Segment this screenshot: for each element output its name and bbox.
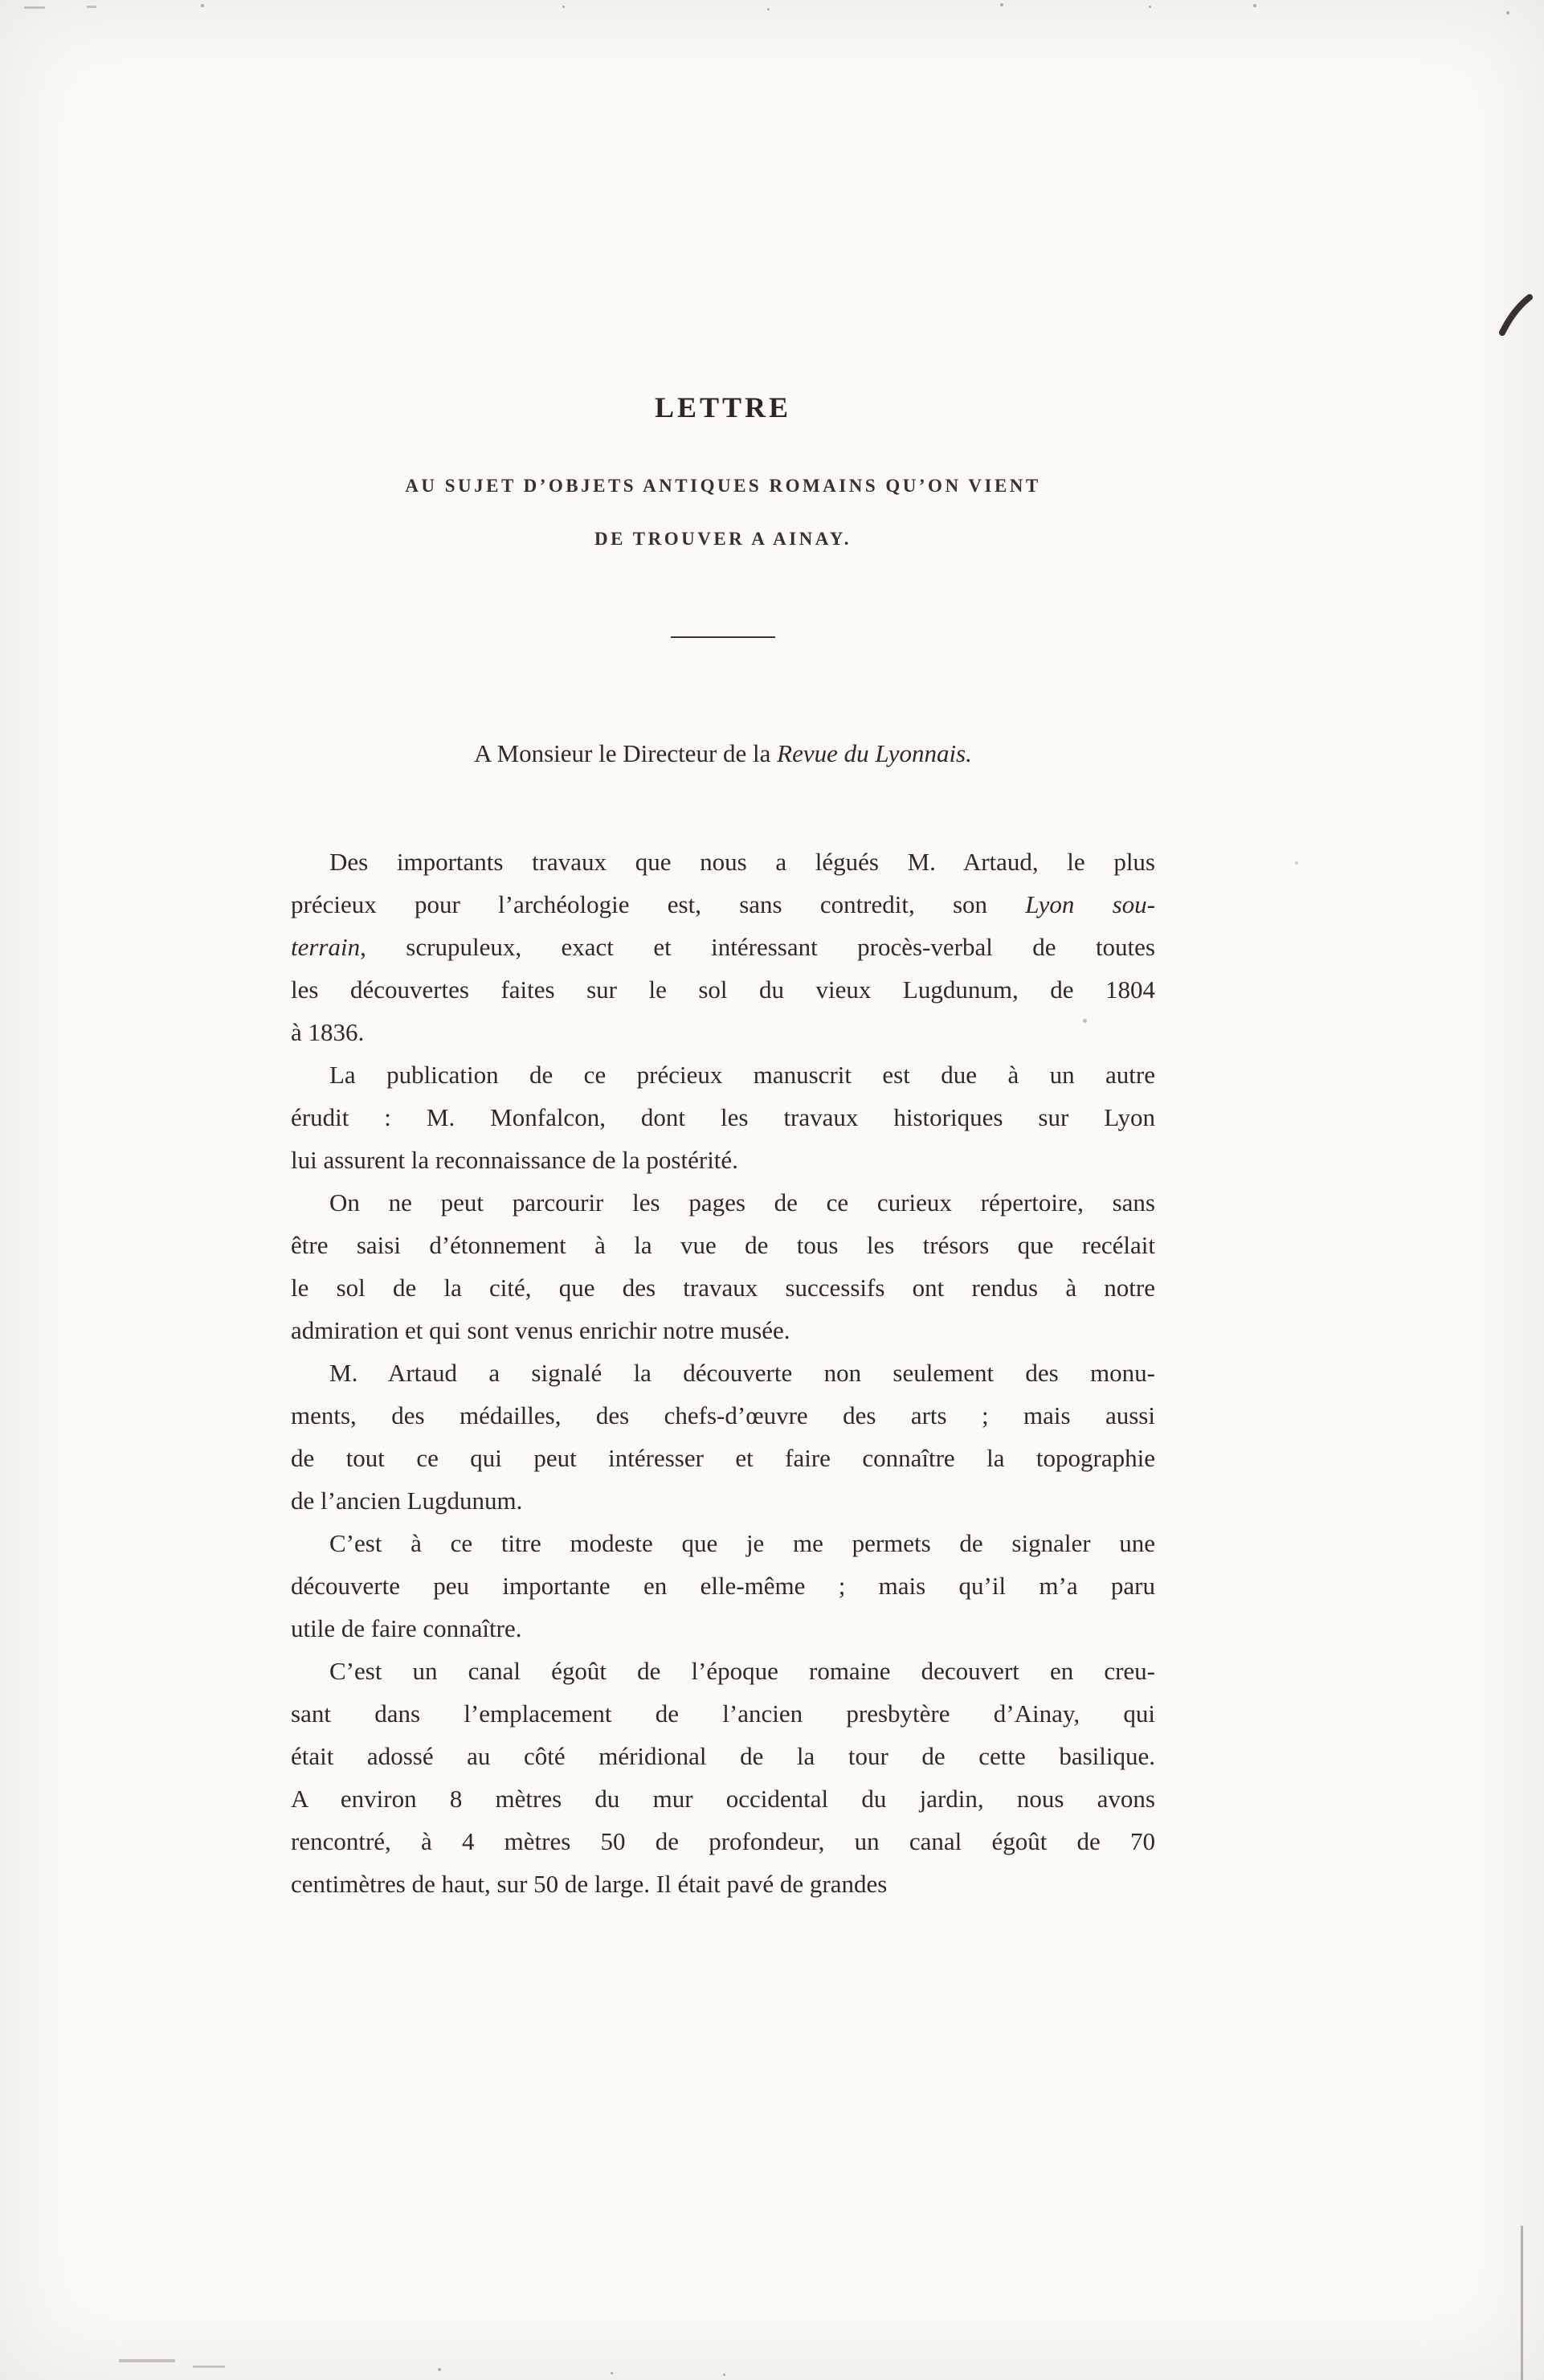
italic-work-title: terrain — [291, 933, 361, 961]
italic-work-title: Lyon sou- — [1025, 890, 1155, 918]
paragraph-6 — [291, 1650, 1155, 1905]
paragraph-2 — [291, 1053, 1155, 1181]
text-line: sant dans l’emplacement de l’ancien presbytère d’Ainay, qui — [291, 1699, 1155, 1728]
salutation-text: A Monsieur le Directeur de la — [474, 739, 778, 767]
scan-speck — [1506, 11, 1509, 14]
scan-speck — [201, 4, 204, 7]
text-line: de tout ce qui peut intéresser et faire connaître la topographie — [291, 1444, 1155, 1472]
text-line: lui assurent la reconnaissance de la postérité. — [291, 1146, 738, 1174]
subtitle-line-2: DE TROUVER A AINAY. — [594, 529, 852, 549]
page-title: LETTRE — [654, 391, 792, 423]
text-line: de l’ancien Lugdunum. — [291, 1486, 523, 1515]
scan-speck — [119, 2359, 175, 2362]
text-line: être saisi d’étonnement à la vue de tous les trésors que recélait — [291, 1231, 1155, 1259]
scan-speck — [24, 6, 45, 9]
scan-speck — [1000, 3, 1003, 6]
subtitle-line-1: AU SUJET D’OBJETS ANTIQUES ROMAINS QU’ON VIENT — [405, 476, 1041, 496]
salutation-journal-name: Revue du Lyonnais. — [777, 739, 972, 767]
scan-speck — [1295, 861, 1298, 865]
text-line: On ne peut parcourir les pages de ce curieux répertoire, sans — [329, 1188, 1155, 1217]
text-line: utile de faire connaître. — [291, 1614, 522, 1642]
text-line: M. Artaud a signalé la découverte non seulement des monu- — [329, 1359, 1155, 1387]
scan-speck — [723, 2374, 725, 2376]
paragraph-4 — [291, 1352, 1155, 1522]
text-line: Des importants travaux que nous a légués M. Artaud, le plus — [329, 848, 1155, 876]
text-line: les découvertes faites sur le sol du vieux Lugdunum, de 1804 — [291, 975, 1155, 1004]
scan-speck — [767, 8, 770, 10]
divider-rule — [671, 636, 775, 638]
scan-speck — [562, 6, 565, 8]
text-line: le sol de la cité, que des travaux successifs ont rendus à notre — [291, 1274, 1155, 1302]
text-line: C’est un canal égoût de l’époque romaine decouvert en creu- — [329, 1657, 1155, 1685]
text-line: rencontré, à 4 mètres 50 de profondeur, un canal égoût de 70 — [291, 1827, 1155, 1855]
text-line: A environ 8 mètres du mur occidental du jardin, nous avons — [291, 1785, 1155, 1813]
scan-speck — [193, 2366, 225, 2368]
text-line: La publication de ce précieux manuscrit est due à un autre — [329, 1061, 1155, 1089]
ink-mark — [1499, 294, 1534, 337]
letter-body — [291, 840, 1155, 1905]
text-line: était adossé au côté méridional de la tour de cette basilique. — [291, 1742, 1155, 1770]
text-line: admiration et qui sont venus enrichir notre musée. — [291, 1316, 790, 1344]
text-line: centimètres de haut, sur 50 de large. Il était pavé de grandes — [291, 1870, 888, 1898]
text-line: C’est à ce titre modeste que je me permets de signaler une — [329, 1529, 1155, 1557]
scan-speck — [87, 6, 96, 8]
page-edge-line — [1521, 2226, 1523, 2380]
text-line: découverte peu importante en elle-même ; mais qu’il m’a paru — [291, 1572, 1155, 1600]
scan-speck — [611, 2372, 613, 2374]
salutation — [291, 739, 1155, 768]
scan-speck — [1253, 4, 1256, 7]
paragraph-5 — [291, 1522, 1155, 1650]
text-line: terrain, scrupuleux, exact et intéressant procès-verbal de toutes — [291, 933, 1155, 961]
text-line: à 1836. — [291, 1018, 365, 1046]
text-line: érudit : M. Monfalcon, dont les travaux historiques sur Lyon — [291, 1103, 1155, 1131]
paragraph-1 — [291, 840, 1155, 1053]
paragraph-3 — [291, 1181, 1155, 1352]
text-line: précieux pour l’archéologie est, sans contredit, son Lyon sou- — [291, 890, 1155, 918]
scan-speck — [438, 2368, 441, 2371]
text-line: ments, des médailles, des chefs-d’œuvre des arts ; mais aussi — [291, 1401, 1155, 1429]
scan-speck — [1149, 6, 1151, 8]
